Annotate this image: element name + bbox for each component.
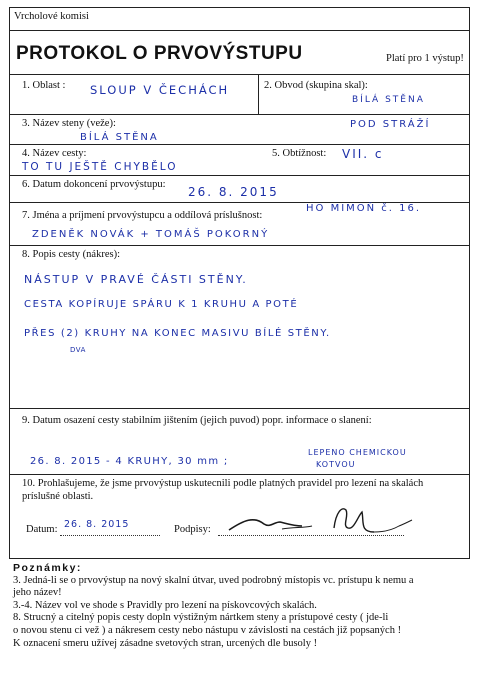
date-label: Datum: xyxy=(26,524,58,535)
field-9-note: KOTVOU xyxy=(316,460,356,469)
field-6-label: 6. Datum dokoncení prvovýstupu: xyxy=(22,179,166,190)
field-5-label: 5. Obtížnost: xyxy=(272,148,327,159)
field-9-note: LEPENO CHEMICKOU xyxy=(308,448,407,457)
note-line: 8. Strucný a citelný popis cesty dopln výstižným nártkem steny a prístupové cesty ( jde-li xyxy=(13,612,389,624)
field-5-value: VII. c xyxy=(342,147,384,161)
field-2-value-cont: POD STRÁŽÍ xyxy=(350,119,431,130)
declaration-text: 10. Prohlašujeme, že jsme prvovýstup uskutecnili podle platných pravidel pro lezení na skalách xyxy=(22,478,424,489)
signatures-image xyxy=(224,502,414,538)
field-2-label: 2. Obvod (skupina skal): xyxy=(264,80,368,91)
divider xyxy=(258,74,259,114)
note-line: 3.-4. Název vol ve shode s Pravidly pro lezení na pískovcových skalách. xyxy=(13,599,317,611)
note-line: jeho název! xyxy=(13,587,62,599)
divider xyxy=(10,175,469,176)
field-3-value: BÍLÁ STĚNA xyxy=(80,132,159,143)
field-1-label: 1. Oblast : xyxy=(22,80,66,91)
divider xyxy=(10,408,469,409)
page-title: PROTOKOL O PRVOVÝSTUPU xyxy=(16,43,303,64)
field-9-value: 26. 8. 2015 - 4 KRUHY, 30 mm ; xyxy=(30,456,229,467)
field-1-value: SLOUP V ČECHÁCH xyxy=(90,83,230,97)
note-line: o novou stenu ci vež ) a nákresem cesty nebo nástupu v závislosti na cestách již popsaných ! xyxy=(13,624,402,636)
signatures-label: Podpisy: xyxy=(174,524,211,535)
divider xyxy=(10,474,469,475)
field-7-label: 7. Jména a príjmení prvovýstupcu a oddílová príslušnost: xyxy=(22,210,263,221)
valid-note: Platí pro 1 výstup! xyxy=(386,53,464,64)
divider xyxy=(10,30,469,31)
protocol-form xyxy=(9,7,470,559)
field-3-label: 3. Název steny (veže): xyxy=(22,118,116,129)
route-description-line: NÁSTUP V PRAVÉ ČÁSTI STĚNY. xyxy=(24,273,248,286)
field-2-value: BÍLÁ STĚNA xyxy=(352,95,425,105)
notes-section xyxy=(13,562,473,650)
route-description-line: PŘES (2) KRUHY NA KONEC MASIVU BÍLÉ STĚNY. xyxy=(24,328,331,339)
field-9-label: 9. Datum osazení cesty stabilním jištením (jejich puvod) popr. informace o slanení: xyxy=(22,415,372,426)
field-6-value: 26. 8. 2015 xyxy=(188,185,279,199)
date-value: 26. 8. 2015 xyxy=(64,519,130,530)
divider xyxy=(10,245,469,246)
divider xyxy=(10,144,469,145)
date-underline xyxy=(60,535,160,536)
field-7-club: HO MIMOŇ č. 16. xyxy=(306,203,422,214)
note-line: K oznacení smeru užívej zásadne svetových stran, urcených dle busoly ! xyxy=(13,637,318,649)
route-description-note: DVA xyxy=(70,346,86,354)
route-description-line: CESTA KOPÍRUJE SPÁRU K 1 KRUHU A POTÉ xyxy=(24,299,299,310)
committee-label: Vrcholové komisi xyxy=(14,11,89,22)
divider xyxy=(10,114,469,115)
field-8-label: 8. Popis cesty (nákres): xyxy=(22,249,120,260)
notes-heading: Poznámky: xyxy=(13,562,82,574)
field-4-label: 4. Název cesty: xyxy=(22,148,87,159)
declaration-text: príslušné oblasti. xyxy=(22,491,94,502)
field-4-value: TO TU JEŠTĚ CHYBĚLO xyxy=(22,161,178,173)
note-line: 3. Jedná-li se o prvovýstup na nový skalní útvar, uved podrobný místopis vc. prístupu k nemu a xyxy=(13,574,414,586)
divider xyxy=(10,74,469,75)
field-7-names: ZDENĚK NOVÁK + TOMÁŠ POKORNÝ xyxy=(32,229,270,240)
